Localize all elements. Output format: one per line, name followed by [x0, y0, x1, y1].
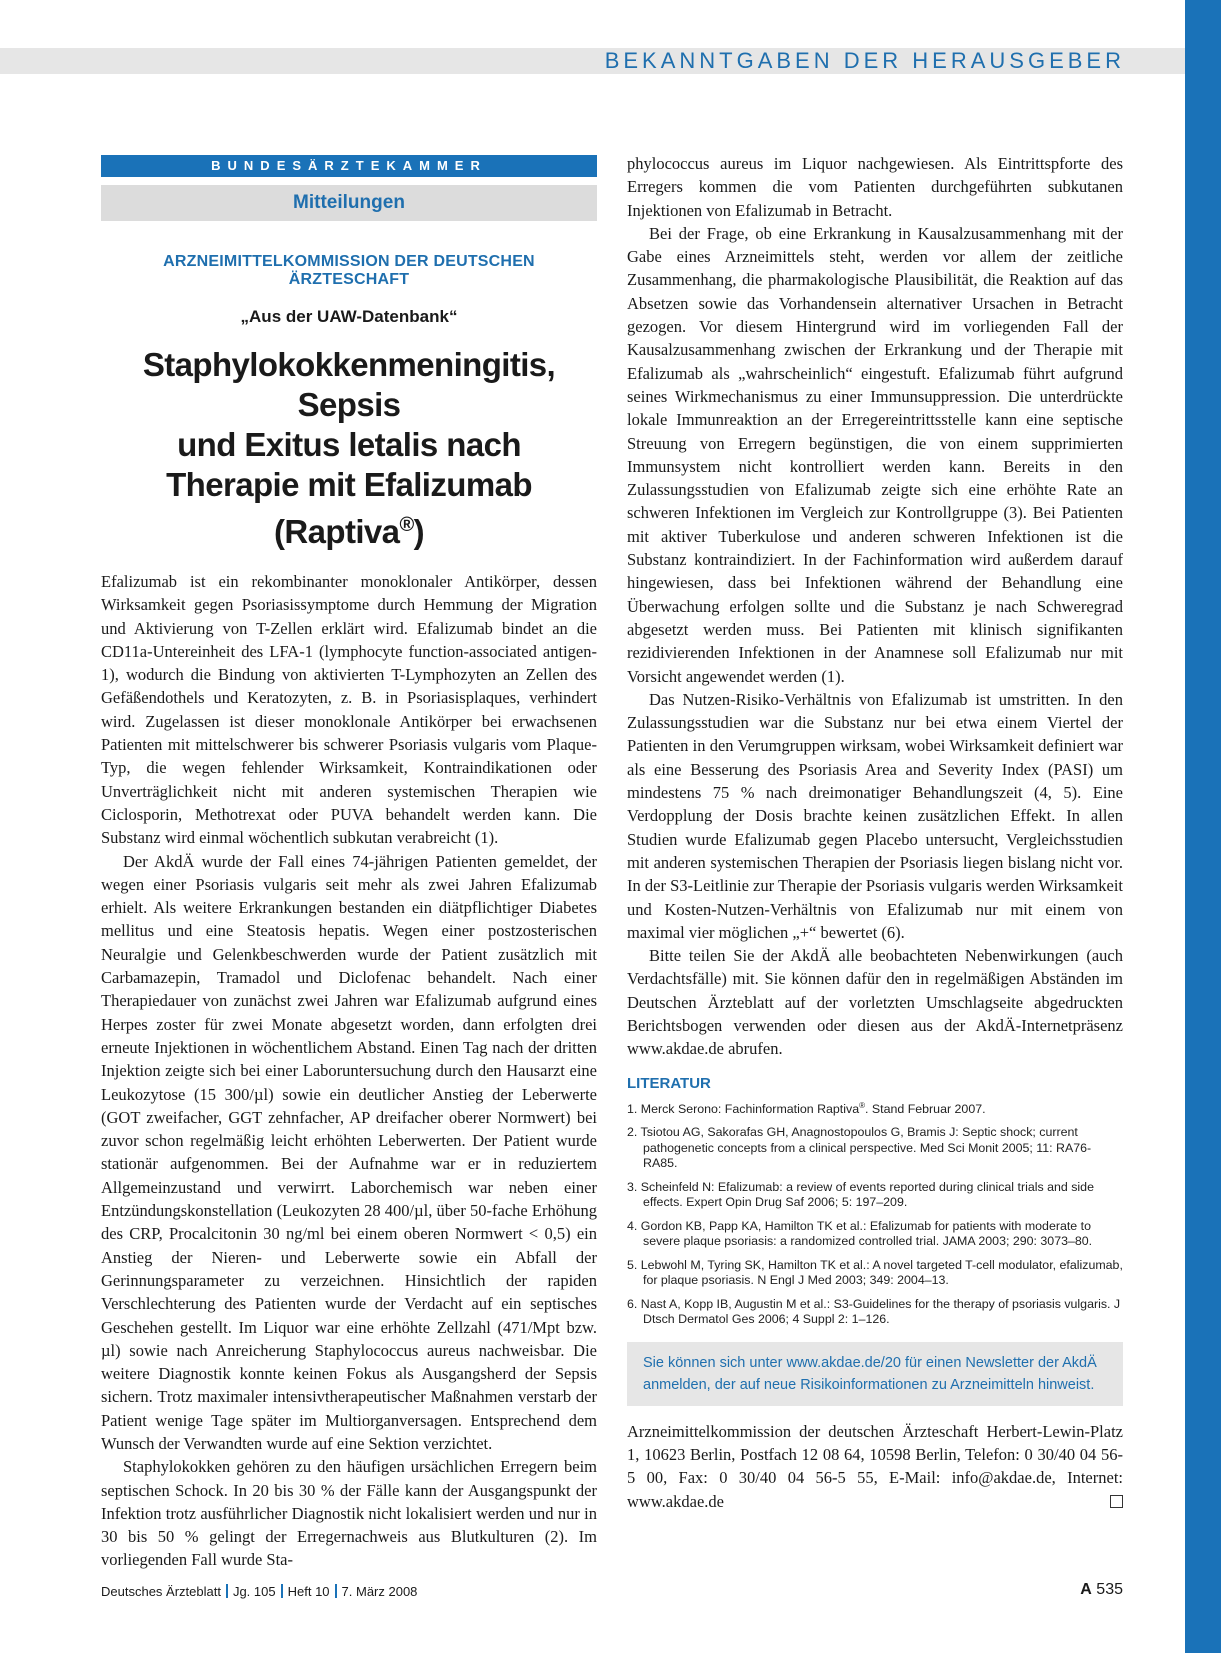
reference-item: 5. Lebwohl M, Tyring SK, Hamilton TK et al.: A novel targeted T-cell modulator, efalizumab, for plaque psoriasis. N Engl J Med 2003; 349: 2004–13.	[627, 1257, 1123, 1288]
end-square-icon	[1110, 1495, 1123, 1508]
reference-item: 6. Nast A, Kopp IB, Augustin M et al.: S3-Guidelines for the therapy of psoriasis vulgaris. J Dtsch Dermatol Ges 2006; 4 Suppl 2: 1–126.	[627, 1296, 1121, 1327]
paragraph: Staphylokokken gehören zu den häufigen ursächlichen Erregern beim septischen Schock. In 20 bis 30 % der Fälle kann der Ausgangspunkt der Infektion trotz ausführlicher Diagnostik nicht lokalisiert werden und nur in 30 bis 50 % gelingt der Erregernachweis aus Blutkulturen (2). Im vorliegenden Fall wurde Sta-	[101, 1457, 597, 1570]
journal-name: Deutsches Ärzteblatt	[101, 1584, 221, 1599]
registered-mark: ®	[859, 1100, 865, 1110]
reference-item: 3. Scheinfeld N: Efalizumab: a review of events reported during clinical trials and side effects. Expert Opin Drug Saf 2006; 5: 197–209.	[627, 1179, 1094, 1210]
footer-separator	[281, 1584, 283, 1598]
contact-text: Arzneimittelkommission der deutschen Ärzteschaft Herbert-Lewin-Platz 1, 10623 Berlin, Postfach 12 08 64, 10598 Berlin, Telefon: 0 30/40 04 56-5 00, Fax: 0 30/40 04 56-5 55, E-Mail: info@akdae.de, Internet: www.akdae.de	[627, 1421, 1123, 1511]
header-title: BEKANNTGABEN DER HERAUSGEBER	[604, 48, 1125, 73]
literature-heading: LITERATUR	[627, 1074, 711, 1092]
footer-separator	[226, 1584, 228, 1598]
reference-item	[627, 1098, 1123, 1118]
registered-mark: ®	[399, 514, 414, 536]
kicker-bar: BUNDESÄRZTEKAMMER	[101, 155, 597, 177]
left-body-text	[101, 570, 597, 1572]
title-close: )	[413, 513, 424, 550]
journal-issue: Heft 10	[287, 1584, 330, 1599]
footer-citation	[101, 1584, 417, 1599]
page-prefix: A	[1080, 1581, 1092, 1598]
newsletter-box: Sie können sich unter www.akdae.de/20 für einen Newsletter der AkdÄ anmelden, der auf neue Risikoinformationen zu Arzneimitteln hinweist.	[627, 1342, 1123, 1406]
right-column	[627, 152, 1123, 1513]
paragraph: Bei der Frage, ob eine Erkrankung in Kausalzusammenhang mit der Gabe eines Arzneimittels steht, werden vor allem der zeitliche Zusammenhang, die pharmakologische Plausibilität, die Reaktion auf das Absetzen sowie das Vorhandensein alternativer Ursachen in Betracht gezogen. Vor diesem Hintergrund wird im vorliegenden Fall der Kausalzusammenhang zwischen der Erkrankung und der Therapie mit Efalizumab als „wahrscheinlich“ eingestuft. Efalizumab führt aufgrund seines Wirkmechanismus zu einer Immunsuppression. Die unterdrückte lokale Immunreaktion an der Erregereintrittsstelle kann eine septische Streuung von Erregern begünstigen, die von einem supprimierten Immunsystem nicht kontrolliert werden kann. Bereits in den Zulassungsstudien von Efalizumab zeigte sich eine erhöhte Rate an schweren Infektionen im Vergleich zur Kontrollgruppe (3). Bei Patienten mit aktiver Tuberkulose und anderen schweren Infektionen ist die Substanz kontraindiziert. In der Fachinformation wird außerdem darauf hingewiesen, dass bei Infektionen während der Behandlung eine Überwachung erfolgen sollte und die Substanz je nach Schweregrad abgesetzt werden muss. Bei Patienten mit klinisch signifikanten rezidivierenden Infektionen in der Anamnese soll Efalizumab nur mit Vorsicht angewendet werden (1).	[627, 223, 1123, 686]
journal-date: 7. März 2008	[341, 1584, 418, 1599]
section-title: Mitteilungen	[101, 185, 597, 221]
page-number	[1080, 1581, 1123, 1599]
footer-separator	[335, 1584, 337, 1598]
series-label: „Aus der UAW-Datenbank“	[240, 307, 458, 326]
header-bar	[0, 48, 1185, 74]
reference-text: 1. Merck Serono: Fachinformation Raptiva	[627, 1101, 860, 1116]
paragraph: phylococcus aureus im Liquor nachgewiesen. Als Eintrittspforte des Erregers kommen die vom Patienten durchgeführten subkutanen Injektionen von Efalizumab in Betracht.	[627, 154, 1123, 220]
page-number-value: 535	[1096, 1581, 1123, 1598]
paragraph: Das Nutzen-Risiko-Verhältnis von Efalizumab ist umstritten. In den Zulassungsstudien war die Substanz nur bei etwa einem Viertel der Patienten in den Verumgruppen wirksam, wobei Wirksamkeit definiert war als eine Besserung des Psoriasis Area and Severity Index (PASI) um mindestens 75 % nach dreimonatiger Behandlungszeit (4, 5). Eine Verdopplung der Dosis brachte keinen zusätzlichen Effekt. In allen Studien wurde Efalizumab gegen Placebo untersucht, Vergleichsstudien mit anderen systemischen Therapien der Psoriasis liegen bislang nicht vor. In der S3-Leitlinie zur Therapie der Psoriasis vulgaris werden Wirksamkeit und Kosten-Nutzen-Verhältnis von Efalizumab nur mit einem von maximal vier möglichen „+“ bewertet (6).	[627, 689, 1123, 942]
title-line-1: Staphylokokkenmeningitis, Sepsis	[142, 346, 556, 423]
reference-item: 4. Gordon KB, Papp KA, Hamilton TK et al.: Efalizumab for patients with moderate to severe plaque psoriasis: a randomized controlled trial. JAMA 2003; 290: 3073–80.	[627, 1218, 1093, 1249]
org-heading: ARZNEIMITTELKOMMISSION DER DEUTSCHEN ÄRZTESCHAFT	[163, 253, 535, 288]
contact-block	[627, 1420, 1123, 1513]
reference-text: . Stand Februar 2007.	[865, 1101, 986, 1116]
left-column	[101, 155, 597, 1572]
reference-list	[627, 1098, 1123, 1328]
reference-item: 2. Tsiotou AG, Sakorafas GH, Anagnostopoulos G, Bramis J: Septic shock; current pathogenetic concepts from a clinical perspective. Med Sci Monit 2005; 11: RA76-RA85.	[627, 1125, 1092, 1171]
title-line-3: Therapie mit Efalizumab (Raptiva	[166, 466, 532, 550]
right-body-text	[627, 152, 1123, 1061]
article-title	[101, 345, 597, 552]
journal-volume: Jg. 105	[232, 1584, 276, 1599]
paragraph: Der AkdÄ wurde der Fall eines 74-jährigen Patienten gemeldet, der wegen einer Psoriasis vulgaris seit mehr als zwei Jahren Efalizumab erhielt. Als weitere Erkrankungen bestanden ein diätpflichtiger Diabetes mellitus und eine Steatosis hepatis. Wegen einer postzosterischen Neuralgie und Gelenkbeschwerden wurde der Patient zusätzlich mit Carbamazepin, Tramadol und Diclofenac behandelt. Nach einer Therapiedauer von zunächst zwei Jahren war Efalizumab aufgrund eines Herpes zoster für zwei Monate abgesetzt worden, dann erfolgten drei erneute Injektionen in wöchentlichem Abstand. Einen Tag nach der dritten Injektion zeigte sich bei einer Laboruntersuchung durch den Hausarzt eine Leukozytose (15 300/µl) sowie ein deutlicher Anstieg der Leberwerte (GOT zweifacher, GGT zehnfacher, AP dreifacher oberer Normwert) bei zuvor schon regelmäßig leicht erhöhten Leberwerten. Der Patient wurde stationär aufgenommen. Bei der Aufnahme war er in reduziertem Allgemeinzustand und verwirrt. Laborchemisch war neben einer Entzündungskonstellation (Leukozyten 28 400/µl, über 50-fache Erhöhung des CRP, Procalcitonin 30 ng/ml bei einem oberen Normwert < 0,5) ein Anstieg der Nieren- und Leberwerte sowie ein Abfall der Gerinnungsparameter zu verzeichnen. Hinsichtlich der rapiden Verschlechterung des Patienten wurde der Verdacht auf ein septisches Geschehen gestellt. Im Liquor war eine erhöhte Zellzahl (471/Mpt bzw. µl) sowie nach Anreicherung Staphylococcus aureus nachweisbar. Die weitere Diagnostik konnte keinen Fokus als Ausgangsherd der Sepsis sichern. Trotz maximaler intensivtherapeutischer Maßnahmen verstarb der Patient wenige Tage später im Multiorganversagen. Entsprechend dem Wunsch der Verwandten wurde auf eine Sektion verzichtet.	[101, 851, 597, 1453]
paragraph: Bitte teilen Sie der AkdÄ alle beobachteten Nebenwirkungen (auch Verdachtsfälle) mit. Sie können dafür den in regelmäßigen Abständen im Deutschen Ärzteblatt auf der vorletzten Umschlagseite abgedruckten Berichtsbogen verwenden oder diesen aus der AkdÄ-Internetpräsenz www.akdae.de abrufen.	[627, 946, 1123, 1059]
paragraph: Efalizumab ist ein rekombinanter monoklonaler Antikörper, dessen Wirksamkeit gegen Psoriasissymptome durch Hemmung der Migration und Aktivierung von T-Zellen erklärt wird. Efalizumab bindet an die CD11a-Untereinheit des LFA-1 (lymphocyte function-associated antigen-1), wodurch die Bindung von aktivierten T-Lymphozyten an Zellen des Gefäßendothels und Keratozyten, z. B. in Psoriasisplaques, verhindert wird. Zugelassen ist dieser monoklonale Antikörper bei erwachsenen Patienten mit mittelschwerer bis schwerer Psoriasis vulgaris vom Plaque-Typ, die wegen fehlender Wirksamkeit, Kontraindikationen oder Unverträglichkeit nicht mit anderen systemischen Therapien wie Ciclosporin, Methotrexat oder PUVA behandelt werden kann. Die Substanz wird einmal wöchentlich subkutan verabreicht (1).	[101, 572, 597, 848]
title-line-2: und Exitus letalis nach	[177, 426, 521, 463]
edge-stripe	[1185, 0, 1221, 1653]
